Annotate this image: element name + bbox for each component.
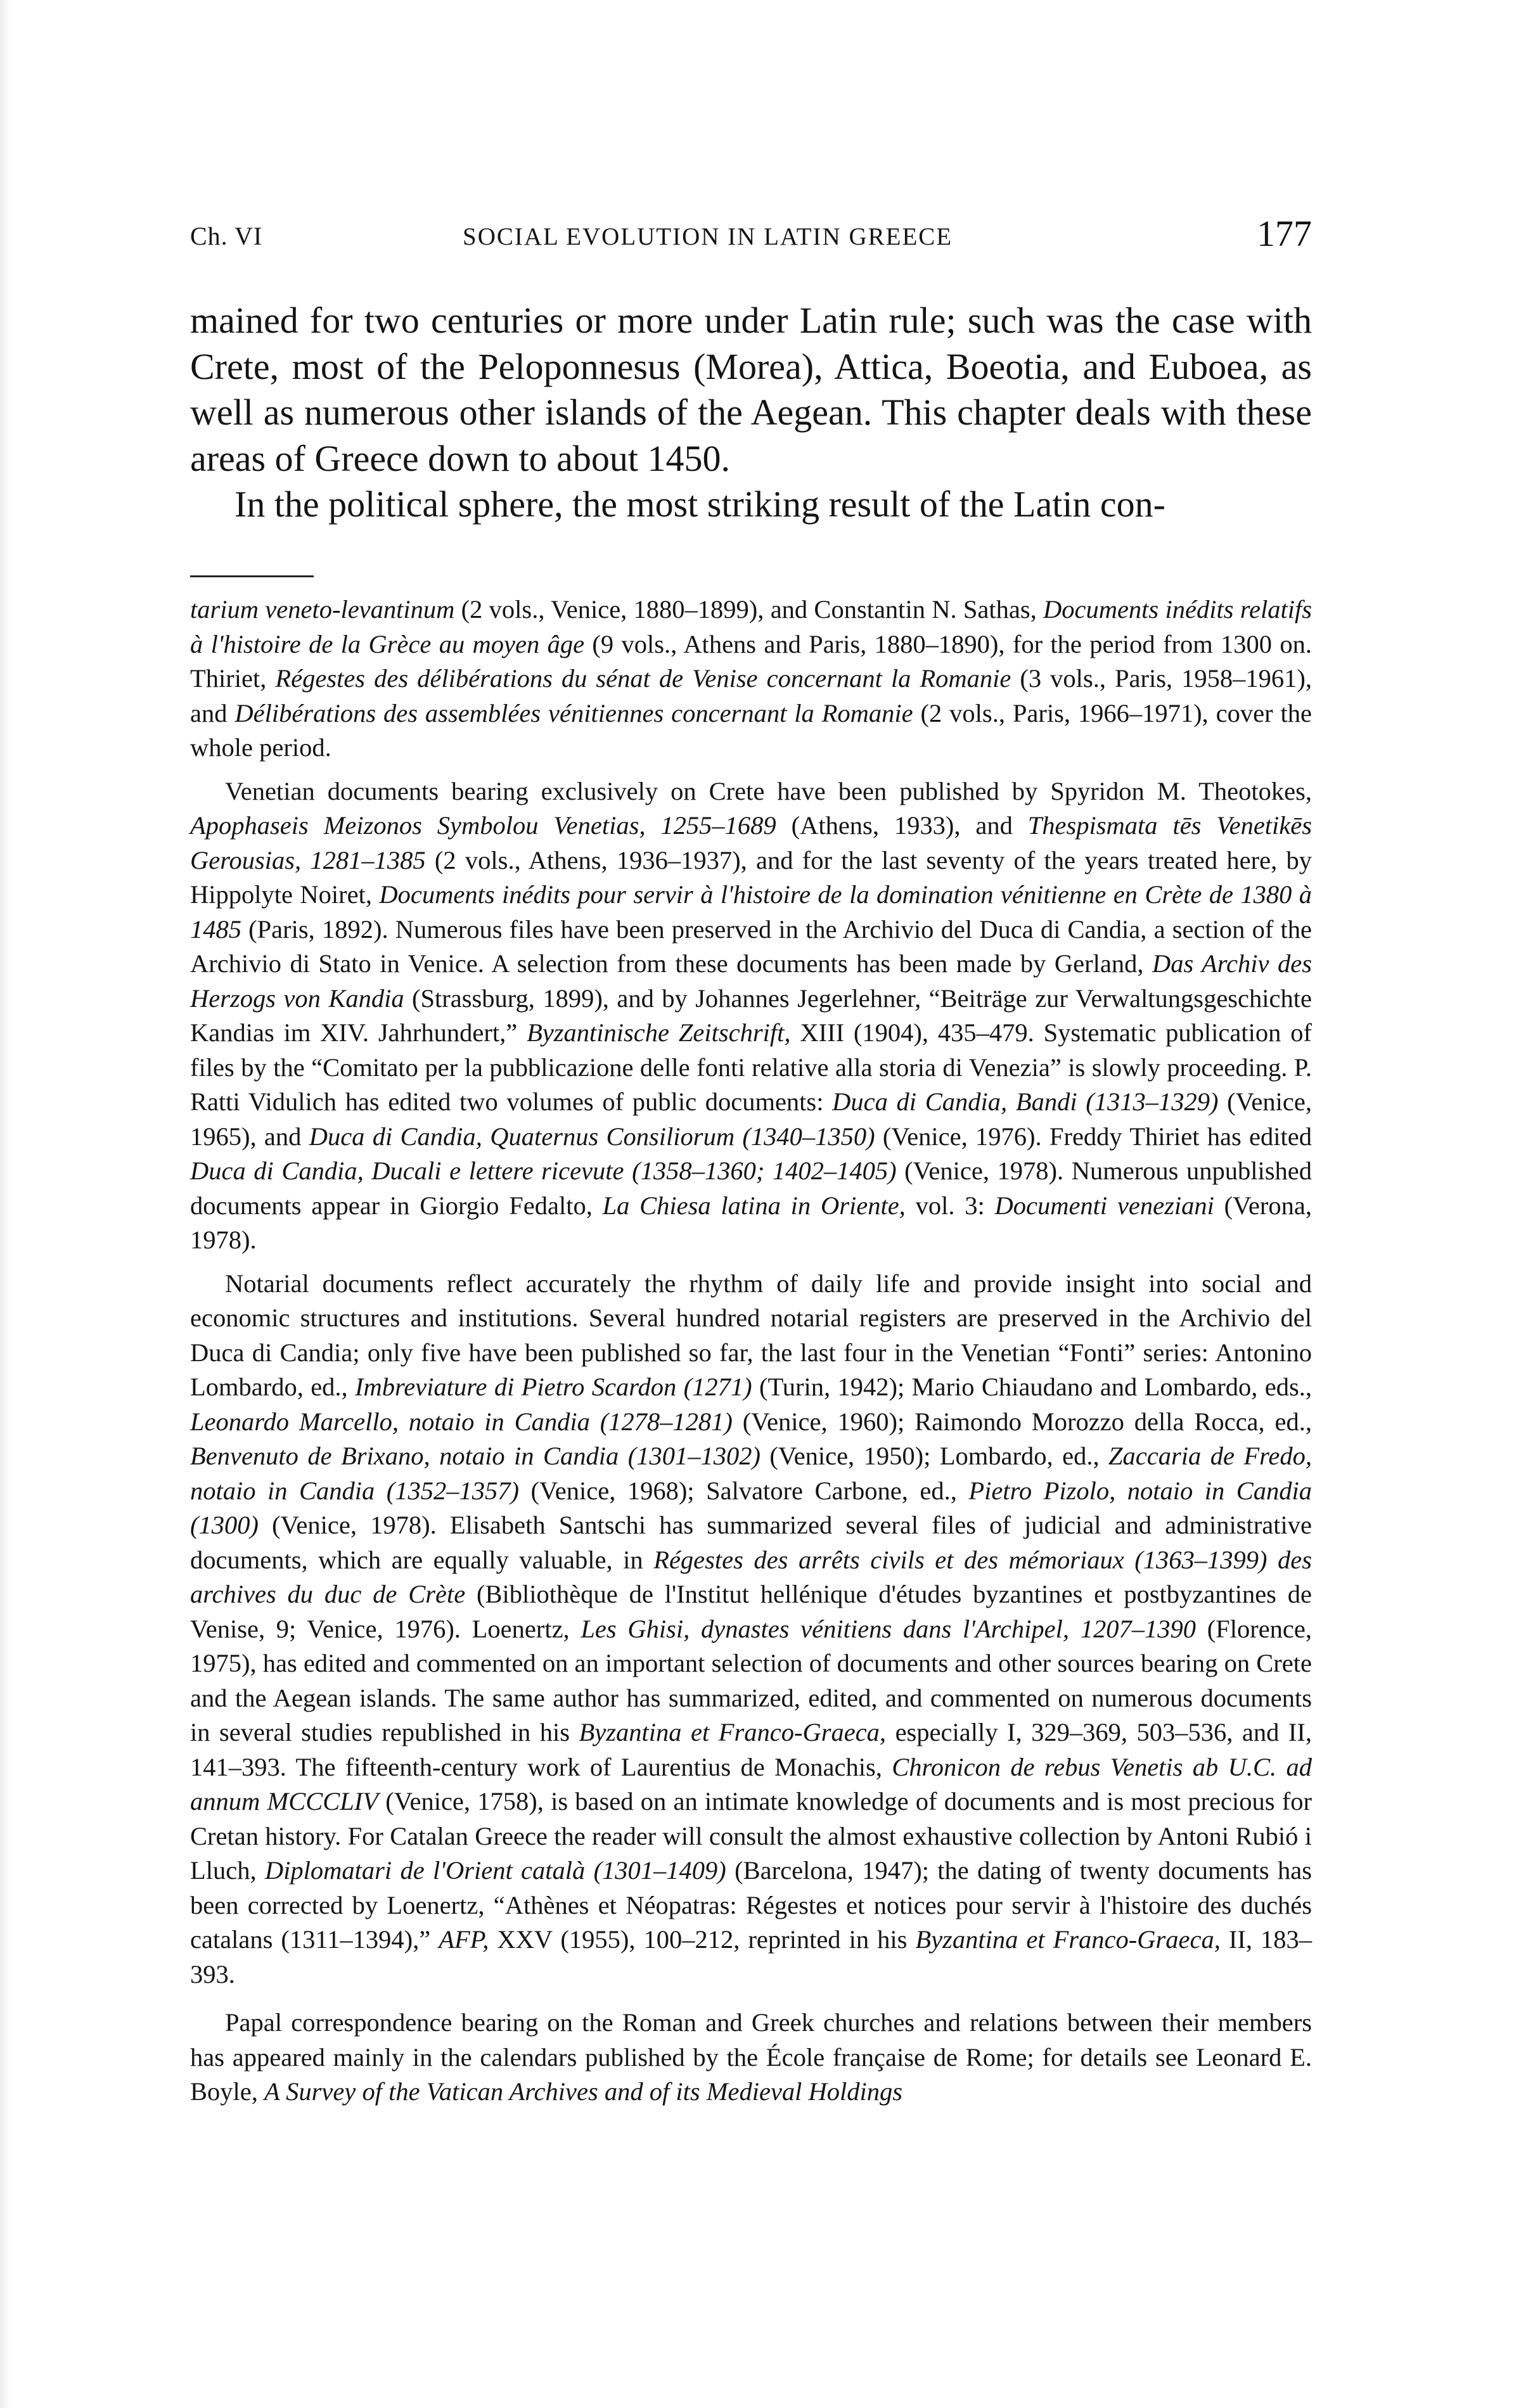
citation-title: Documenti veneziani: [994, 1191, 1214, 1220]
citation-title: La Chiesa latina in Oriente,: [602, 1191, 906, 1220]
citation-title: Documents inédits pour servir à l'histoire de la domination vénitienne en Crète de 1380 à 1485: [190, 880, 1312, 944]
citation-title: Pietro Pizolo, notaio in Candia (1300): [190, 1476, 1312, 1539]
footnote-text: (Athens, 1933), and: [776, 811, 1028, 840]
citation-title: tarium veneto-levantinum: [190, 595, 455, 624]
citation-title: Benvenuto de Brixano, notaio in Candia (1301–1302): [190, 1442, 760, 1470]
footnote-text: Venetian documents bearing exclusively on Crete have been published by Spyridon M. Theotokes,: [225, 776, 1312, 805]
page-number: 177: [1257, 213, 1312, 254]
scan-edge: [0, 0, 10, 2408]
citation-title: Les Ghisi, dynastes vénitiens dans l'Archipel, 1207–1390: [581, 1614, 1196, 1643]
footnote-text: Notarial documents reflect accurately the rhythm of daily life and provide insight into social and economic structures and institutions. Several hundred notarial registers are preserved in the Archivio del Duca di Candia; only five have been published so far, the last four in the Venetian “Fonti” series: Antonino Lombardo, ed.,: [190, 1269, 1312, 1401]
citation-title: Thespismata tēs Venetikēs Gerousias, 1281–1385: [190, 811, 1312, 874]
footnote-text: (Verona, 1978).: [190, 1191, 1312, 1254]
body-paragraph-1: mained for two centuries or more under Latin rule; such was the case with Crete, most of the Peloponnesus (Morea), Attica, Boeotia, and Euboea, as well as numerous other islands of the Aegean. This chapter deals with these areas of Greece down to about 1450.: [190, 300, 1312, 479]
citation-title: Chronicon de rebus Venetis ab U.C. ad annum MCCCLIV: [190, 1752, 1312, 1816]
footnote-text: (Florence, 1975), has edited and commented on an important selection of documents and other sources bearing on Crete and the Aegean islands. The same author has summarized, edited, and commented on numerous documents in several studies republished in his: [190, 1614, 1312, 1746]
citation-title: Délibérations des assemblées vénitiennes concernant la Romanie: [234, 698, 913, 727]
footnote-text: XXV (1955), 100–212, reprinted in his: [489, 1925, 916, 1954]
citation-title: Duca di Candia, Ducali e lettere ricevute (1358–1360; 1402–1405): [190, 1156, 897, 1185]
citation-title: Zaccaria de Fredo, notaio in Candia (1352–1357): [190, 1442, 1312, 1505]
footnote-paragraph-1: [190, 592, 1312, 765]
footnote-text: (Turin, 1942); Mario Chiaudano and Lombardo, eds.,: [752, 1373, 1312, 1401]
body-text: [190, 298, 1312, 528]
citation-title: Régestes des délibérations du sénat de Venise concernant la Romanie: [275, 664, 1011, 693]
citation-title: A Survey of the Vatican Archives and of its Medieval Holdings: [264, 2077, 903, 2106]
footnote-text: (Venice, 1968); Salvatore Carbone, ed.,: [519, 1476, 969, 1505]
citation-title: Byzantina et Franco-Graeca,: [915, 1925, 1221, 1954]
footnote-text: (9 vols., Athens and Paris, 1880–1890), for the period from 1300 on. Thiriet,: [190, 629, 1312, 693]
footnote-text: (2 vols., Paris, 1966–1971), cover the whole period.: [190, 698, 1312, 762]
footnote-text: vol. 3:: [905, 1191, 995, 1220]
chapter-label: Ch. VI: [190, 222, 263, 250]
footnote-paragraph-3: [190, 1267, 1312, 1992]
running-title: SOCIAL EVOLUTION IN LATIN GREECE: [463, 223, 953, 250]
citation-title: Duca di Candia, Bandi (1313–1329): [832, 1087, 1219, 1116]
citation-title: Das Archiv des Herzogs von Kandia: [190, 949, 1312, 1013]
footnote-text: XIII (1904), 435–479. Systematic publication of files by the “Comitato per la pubblicazione delle fonti relative alla storia di Venezia” is slowly proceeding. P. Ratti Vidulich has edited two volumes of public documents:: [190, 1018, 1312, 1116]
citation-title: Documents inédits relatifs à l'histoire de la Grèce au moyen âge: [190, 595, 1312, 658]
citation-title: Régestes des arrêts civils et des mémoriaux (1363–1399) des archives du duc de Crète: [190, 1545, 1312, 1608]
footnote-paragraph-4: [190, 2006, 1312, 2110]
body-paragraph-2: In the political sphere, the most striking result of the Latin con-: [234, 484, 1165, 525]
footnote-text: (2 vols., Venice, 1880–1899), and Constantin N. Sathas,: [454, 595, 1043, 624]
citation-title: Diplomatari de l'Orient català (1301–1409): [264, 1856, 726, 1885]
footnote-text: (Strassburg, 1899), and by Johannes Jegerlehner, “Beiträge zur Verwaltungsgeschichte Kandias im XIV. Jahrhundert,”: [190, 983, 1312, 1047]
citation-title: Apophaseis Meizonos Symbolou Venetias, 1255–1689: [190, 811, 776, 840]
citation-title: Byzantinische Zeitschrift,: [527, 1018, 791, 1047]
footnote-text: especially I, 329–369, 503–536, and II, 141–393. The fifteenth-century work of Laurentius de Monachis,: [190, 1718, 1312, 1781]
footnote-text: (Venice, 1976). Freddy Thiriet has edited: [875, 1122, 1312, 1151]
footnote-text: (Venice, 1758), is based on an intimate knowledge of documents and is most precious for Cretan history. For Catalan Greece the reader will consult the almost exhaustive collection by Antoni Rubió i Lluch,: [190, 1787, 1312, 1885]
footnote-text: (Venice, 1960); Raimondo Morozzo della Rocca, ed.,: [732, 1407, 1312, 1436]
footnote-text: (Venice, 1978). Numerous unpublished documents appear in Giorgio Fedalto,: [190, 1156, 1312, 1220]
footnote-text: Papal correspondence bearing on the Roman and Greek churches and relations between their members has appeared mainly in the calendars published by the École française de Rome; for details see Leonard E. Boyle,: [190, 2008, 1312, 2106]
footnote-text: (Venice, 1965), and: [190, 1087, 1312, 1151]
citation-title: AFP,: [439, 1925, 489, 1954]
citation-title: Imbreviature di Pietro Scardon (1271): [355, 1373, 752, 1401]
footnote-text: II, 183–393.: [190, 1925, 1312, 1989]
footnote-text: (Paris, 1892). Numerous files have been preserved in the Archivio del Duca di Candia, a section of the Archivio di Stato in Venice. A selection from these documents has been made by Gerland,: [190, 914, 1312, 978]
footnote-text: (Venice, 1978). Elisabeth Santschi has summarized several files of judicial and administrative documents, which are equally valuable, in: [190, 1511, 1312, 1574]
footnote-text: (Barcelona, 1947); the dating of twenty documents has been corrected by Loenertz, “Athènes et Néopatras: Régestes et notices pour servir à l'histoire des duchés catalans (1311–1394),”: [190, 1856, 1312, 1954]
footnote-text: (Bibliothèque de l'Institut hellénique d'études byzantines et postbyzantines de Venise, 9; Venice, 1976). Loenertz,: [190, 1580, 1312, 1643]
footnote-paragraph-2: [190, 774, 1312, 1258]
footnote-text: (2 vols., Athens, 1936–1937), and for the last seventy of the years treated here, by Hippolyte Noiret,: [190, 845, 1312, 909]
citation-title: Duca di Candia, Quaternus Consiliorum (1340–1350): [309, 1122, 875, 1151]
footnote-text: (3 vols., Paris, 1958–1961), and: [190, 664, 1312, 727]
footnote-text: (Venice, 1950); Lombardo, ed.,: [760, 1442, 1109, 1470]
running-head: [190, 212, 1312, 263]
citation-title: Leonardo Marcello, notaio in Candia (1278–1281): [190, 1407, 733, 1436]
citation-title: Byzantina et Franco-Graeca,: [579, 1718, 887, 1746]
footnote-separator: [190, 575, 314, 577]
footnotes: [190, 592, 1312, 2110]
